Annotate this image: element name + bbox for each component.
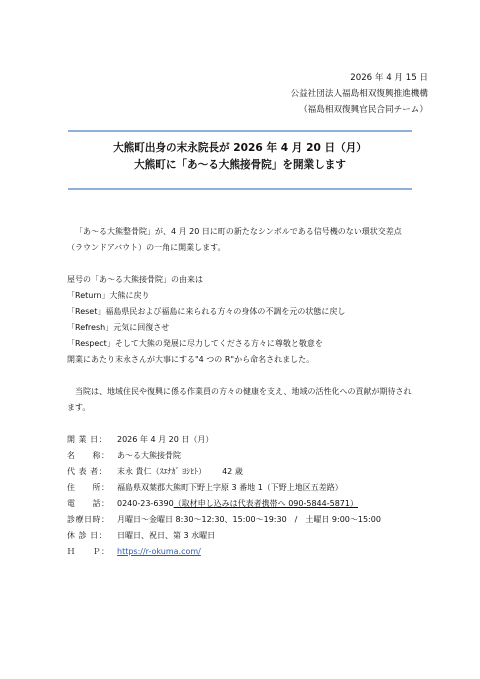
info-label: 電 話： <box>67 499 110 508</box>
info-row-hours <box>67 512 381 528</box>
document-title <box>60 140 420 174</box>
title-bottom-rule <box>68 188 412 190</box>
info-row-phone <box>67 496 381 512</box>
closing-text: 当院は、地域住民や復興に係る作業員の方々の健康を支え、地域の活性化への貢献が期待されます。 <box>67 387 412 412</box>
info-value: 末永 貴仁（ｽｴﾅｶﾞ ﾖｼﾋﾄ） <box>117 467 207 476</box>
info-label: 開 業 日： <box>67 435 108 444</box>
origin-line-reset: 「Reset」福島県民および福島に来られる方々の身体の不調を元の状態に戻し <box>67 307 346 316</box>
info-label: 代 表 者： <box>67 467 108 476</box>
document-header <box>290 70 428 118</box>
info-label: 診療日時： <box>67 515 110 524</box>
info-label: 休 診 日： <box>67 531 108 540</box>
organization-name: 公益社団法人福島相双復興推進機構 <box>290 89 428 99</box>
info-row-address <box>67 480 381 496</box>
info-row-closed-days <box>67 528 381 544</box>
title-line-1: 大熊町出身の末永院長が 2026 年 4 月 20 日（月） <box>113 142 367 154</box>
release-date: 2026 年 4 月 15 日 <box>350 73 428 83</box>
origin-line-respect: 「Respect」そして大熊の発展に尽力してくださる方々に尊敬と敬意を <box>67 339 323 348</box>
representative-age: 42 歳 <box>222 467 243 476</box>
info-label: 名 称： <box>67 451 110 460</box>
title-top-rule <box>68 130 412 132</box>
info-value: あ～る大熊接骨院 <box>117 451 181 460</box>
info-value: 福島県双葉郡大熊町下野上字原 3 番地 1（下野上地区五差路） <box>117 483 343 492</box>
name-origin-section <box>67 272 417 368</box>
closing-paragraph <box>67 384 417 416</box>
team-name: （福島相双復興官民合同チーム） <box>299 105 428 115</box>
info-row-name <box>67 448 381 464</box>
info-value: 0240-23-6390 <box>117 499 174 508</box>
info-row-representative <box>67 464 381 480</box>
origin-line-return: 「Return」大熊に戻り <box>67 291 150 300</box>
info-value: 日曜日、祝日、第 3 水曜日 <box>117 531 216 540</box>
intro-text: 「あ～る大熊整骨院」が、4 月 20 日に町の新たなシンボルである信号機のない環状交差点（ラウンドアバウト）の一角に開業します。 <box>67 227 402 252</box>
homepage-link[interactable]: https://r-okuma.com/ <box>117 547 201 556</box>
info-label: Ｈ Ｐ： <box>67 547 110 556</box>
info-row-opening-date <box>67 432 381 448</box>
info-label: 住 所： <box>67 483 110 492</box>
info-row-homepage <box>67 544 381 560</box>
press-contact-note: （取材申し込みは代表者携帯へ 090-5844-5871） <box>173 499 358 508</box>
origin-line-refresh: 「Refresh」元気に回復させ <box>67 323 170 332</box>
info-value: 月曜日～金曜日 8:30～12:30、15:00～19:30 / 土曜日 9:00～15:00 <box>117 515 381 524</box>
info-value: 2026 年 4 月 20 日（月） <box>117 435 214 444</box>
origin-line-naming: 開業にあたり末永さんが大事にする"4 つの R"から命名されました。 <box>67 355 315 364</box>
intro-paragraph <box>67 224 417 256</box>
clinic-info-list <box>67 432 381 560</box>
title-line-2: 大熊町に「あ～る大熊接骨院」を開業します <box>134 159 346 171</box>
origin-heading: 屋号の「あ～る大熊接骨院」の由来は <box>67 275 203 284</box>
